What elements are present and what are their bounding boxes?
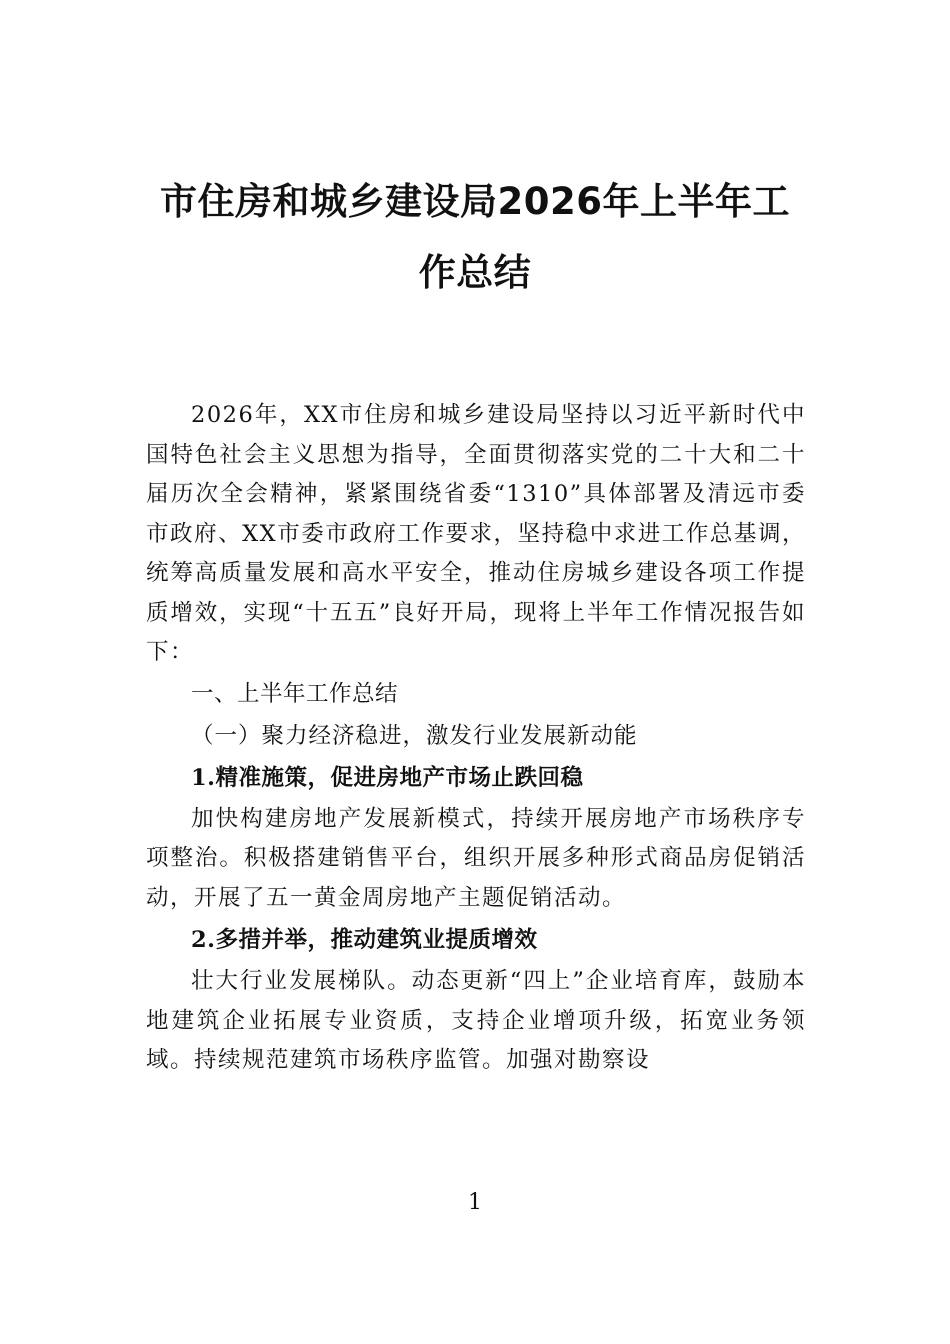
body-paragraph-1: 加快构建房地产发展新模式，持续开展房地产市场秩序专项整治。积极搭建销售平台，组织开展多种形式商品房促销活动，开展了五一黄金周房地产主题促销活动。 — [146, 805, 806, 911]
body-paragraph-2: 壮大行业发展梯队。动态更新“四上”企业培育库，鼓励本地建筑企业拓展专业资质，支持企业增项升级，拓宽业务领域。持续规范建筑市场秩序监管。加强对勘察设 — [146, 968, 806, 1073]
section-heading: 一、上半年工作总结 — [191, 680, 399, 707]
subsection-heading: （一）聚力经济稳进，激发行业发展新动能 — [191, 722, 638, 749]
intro-paragraph: 2026年，XX市住房和城乡建设局坚持以习近平新时代中国特色社会主义思想为指导，全面贯彻落实党的二十大和二十届历次全会精神，紧紧围绕省委“1310”具体部署及清远市委市政府、XX市委市政府工作要求，坚持稳中求进工作总基调，统筹高质量发展和高水平安全，推动住房城乡建设各项工作提质增效，实现“十五五”良好开局，现将上半年工作情况报告如下： — [146, 402, 806, 665]
document-title: 市住房和城乡建设局2026年上半年工作总结 — [160, 180, 790, 294]
page-number: 1 — [468, 1190, 482, 1215]
item-heading-1: 1.精准施策，促进房地产市场止跌回稳 — [191, 764, 584, 791]
item-heading-2: 2.多措并举，推动建筑业提质增效 — [191, 927, 538, 953]
document-body — [146, 396, 806, 1081]
